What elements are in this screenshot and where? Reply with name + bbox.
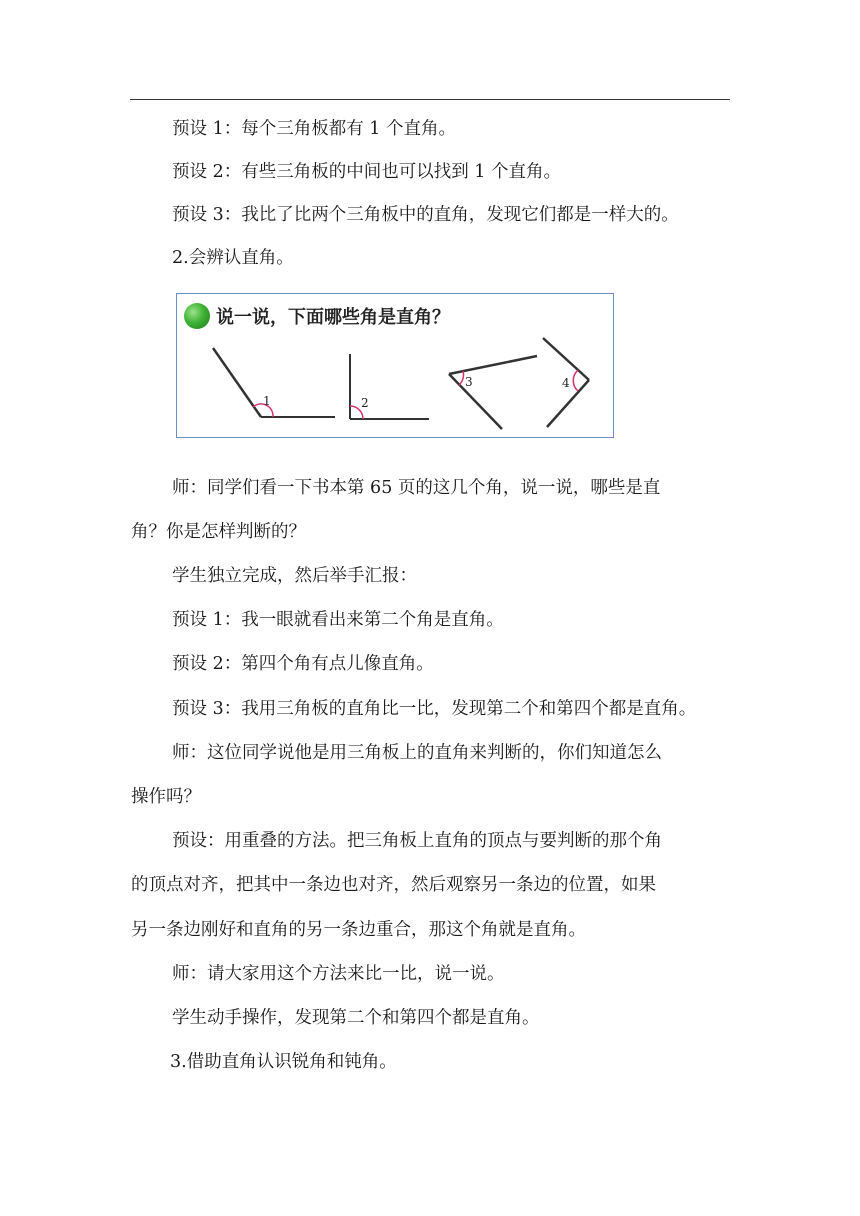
figure-title: 说一说，下面哪些角是直角？: [216, 307, 450, 328]
paragraph-preset-3: 预设 3：我比了比两个三角板中的直角，发现它们都是一样大的。: [172, 205, 679, 225]
section-heading-3: 3.借助直角认识锐角和钝角。: [170, 1052, 397, 1072]
angle-label-2: 2: [361, 396, 369, 410]
paragraph-preset-1: 预设 1：每个三角板都有 1 个直角。: [172, 119, 456, 139]
body-line-7: 师：这位同学说他是用三角板上的直角来判断的，你们知道怎么: [172, 743, 662, 763]
angle-1: [213, 348, 335, 417]
body-line-3: 学生独立完成，然后举手汇报：: [172, 566, 417, 586]
body-line-12: 师：请大家用这个方法来比一比，说一说。: [172, 964, 505, 984]
body-line-5: 预设 2：第四个角有点儿像直角。: [172, 654, 434, 674]
angle-2: [350, 354, 429, 419]
body-line-9: 预设：用重叠的方法。把三角板上直角的顶点与要判断的那个角: [172, 831, 662, 851]
paragraph-preset-2: 预设 2：有些三角板的中间也可以找到 1 个直角。: [172, 162, 561, 182]
angle-4: [543, 338, 589, 427]
header-rule: [130, 99, 730, 100]
angle-label-4: 4: [562, 376, 570, 390]
angle-label-1: 1: [263, 394, 271, 408]
body-line-6: 预设 3：我用三角板的直角比一比，发现第二个和第四个都是直角。: [172, 699, 697, 719]
body-line-8: 操作吗？: [131, 787, 201, 807]
angle-figure: [176, 293, 614, 438]
body-line-2: 角？你是怎样判断的？: [131, 522, 306, 542]
body-line-1: 师：同学们看一下书本第 65 页的这几个角，说一说，哪些是直: [172, 478, 661, 498]
body-line-13: 学生动手操作，发现第二个和第四个都是直角。: [172, 1008, 540, 1028]
body-line-4: 预设 1：我一眼就看出来第二个角是直角。: [172, 610, 504, 630]
body-line-10: 的顶点对齐，把其中一条边也对齐，然后观察另一条边的位置，如果: [131, 875, 656, 895]
section-heading-2: 2.会辨认直角。: [172, 248, 294, 268]
angle-3: [449, 356, 537, 429]
angles-drawing: [177, 294, 615, 439]
body-line-11: 另一条边刚好和直角的另一条边重合，那这个角就是直角。: [131, 920, 586, 940]
angle-label-3: 3: [465, 375, 473, 389]
